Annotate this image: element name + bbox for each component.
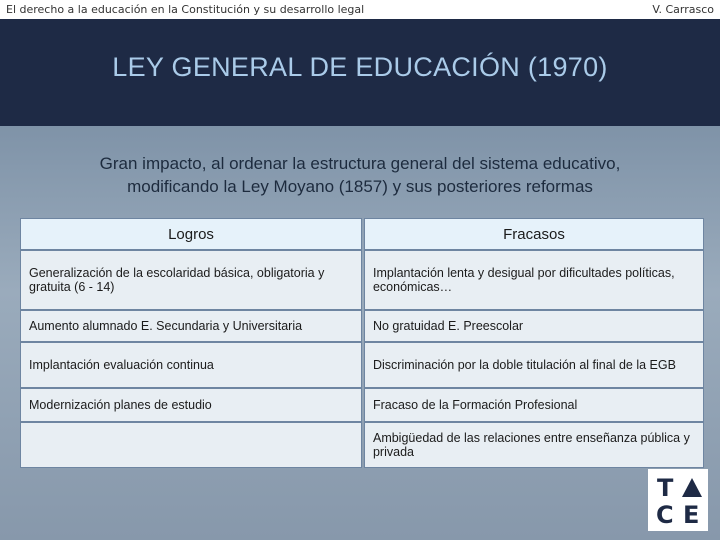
logro-cell: Aumento alumnado E. Secundaria y Universitaria (20, 310, 362, 342)
subtitle-line: modificando la Ley Moyano (1857) y sus posteriores reformas (127, 177, 593, 196)
table-row (20, 388, 704, 422)
presentation-topic: El derecho a la educación en la Constitución y su desarrollo legal (6, 3, 365, 16)
logro-cell: Modernización planes de estudio (20, 388, 362, 422)
tace-logo (648, 469, 708, 531)
logo-letter-t: T (657, 474, 674, 502)
logo-letter-e: E (683, 501, 700, 529)
logro-cell: Generalización de la escolaridad básica, obligatoria y gratuita (6 - 14) (20, 250, 362, 310)
slide-title: LEY GENERAL DE EDUCACIÓN (1970) (112, 52, 608, 82)
table-row (20, 422, 704, 468)
table-row (20, 250, 704, 310)
top-bar (0, 0, 720, 19)
fracaso-cell: Implantación lenta y desigual por dificultades políticas, económicas… (364, 250, 704, 310)
fracaso-cell: Ambigüedad de las relaciones entre enseñanza pública y privada (364, 422, 704, 468)
table-header-row (20, 218, 704, 250)
triangle-icon (682, 478, 702, 497)
fracaso-cell: Fracaso de la Formación Profesional (364, 388, 704, 422)
column-header-logros: Logros (20, 218, 362, 250)
slide-subtitle (40, 152, 680, 198)
logro-cell: Implantación evaluación continua (20, 342, 362, 388)
fracaso-cell: No gratuidad E. Preescolar (364, 310, 704, 342)
logo-letter-c: C (656, 501, 674, 529)
comparison-table (20, 218, 704, 468)
author-name: V. Carrasco (652, 3, 714, 16)
column-header-fracasos: Fracasos (364, 218, 704, 250)
logro-cell (20, 422, 362, 468)
fracaso-cell: Discriminación por la doble titulación al final de la EGB (364, 342, 704, 388)
table-row (20, 342, 704, 388)
table-row (20, 310, 704, 342)
subtitle-line: Gran impacto, al ordenar la estructura general del sistema educativo, (99, 154, 621, 173)
